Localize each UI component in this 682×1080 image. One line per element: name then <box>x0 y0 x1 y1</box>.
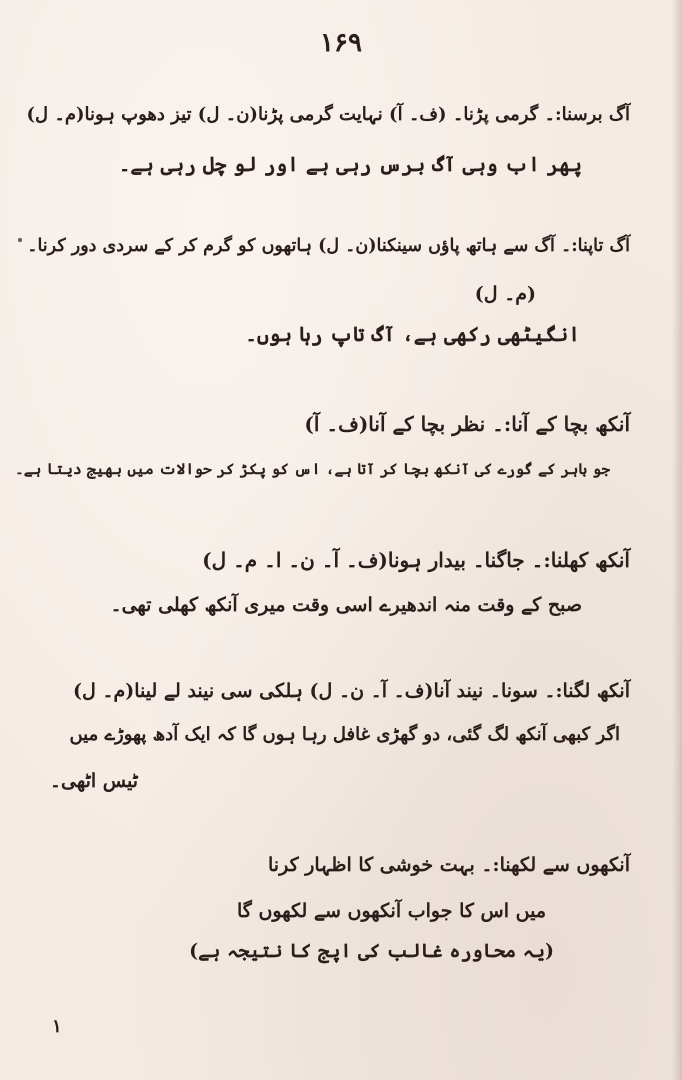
page-number: ۱۶۹ <box>320 28 362 58</box>
entry-example-line: (یہ محاورہ غالب کی اپج کا نتیجہ ہے) <box>189 940 554 962</box>
entry-example-line: جو باہر کے گورے کی آنکھ بچا کر آتا ہے، اس کو پکڑ کر حوالات میں بھیج دیتا ہے۔ <box>15 460 610 478</box>
entry-example-line: صبح کے وقت منہ اندھیرے اسی وقت میری آنکھ کھلی تھی۔ <box>110 594 582 616</box>
page-edge-shadow <box>672 0 682 1080</box>
footer-mark: ۱ <box>52 1016 62 1037</box>
entry-heading: آنکھ کھلنا:۔ جاگنا۔ بیدار ہونا(ف۔ آ۔ ن۔ ا۔ م۔ ل) <box>202 548 630 572</box>
entry-example-line: اگر کبھی آنکھ لگ گئی، دو گھڑی غافل رہا ہوں گا کہ ایک آدھ پھوڑے میں <box>69 724 620 745</box>
entry-heading: آگ برسنا:۔ گرمی پڑنا۔ (ف۔ آ) نہایت گرمی پڑنا(ن۔ ل) تیز دھوپ ہونا(م۔ ل) <box>26 104 630 125</box>
entry-heading: آنکھ بچا کے آنا:۔ نظر بچا کے آنا(ف۔ آ) <box>304 412 630 436</box>
ink-speck <box>18 238 22 242</box>
entry-heading: آنکھ لگنا:۔ سونا۔ نیند آنا(ف۔ آ۔ ن۔ ل) ہلکی سی نیند لے لینا(م۔ ل) <box>72 680 630 702</box>
entry-example-line: (م۔ ل) <box>474 283 536 305</box>
entry-example-line: انگیٹھی رکھی ہے، آگ تاپ رہا ہوں۔ <box>245 322 580 346</box>
entry-heading: آگ تاپنا:۔ آگ سے ہاتھ پاؤں سینکنا(ن۔ ل) ہاتھوں کو گرم کر کے سردی دور کرنا۔ <box>27 236 630 256</box>
entry-example-line: پھر اب وہی آگ برس رہی ہے اور لو چل رہی ہے۔ <box>118 152 582 176</box>
entry-example-line: ٹیس اٹھی۔ <box>49 770 138 792</box>
entry-heading: آنکھوں سے لکھنا:۔ بہت خوشی کا اظہار کرنا <box>268 854 630 876</box>
entry-example-line: میں اس کا جواب آنکھوں سے لکھوں گا <box>237 900 546 922</box>
